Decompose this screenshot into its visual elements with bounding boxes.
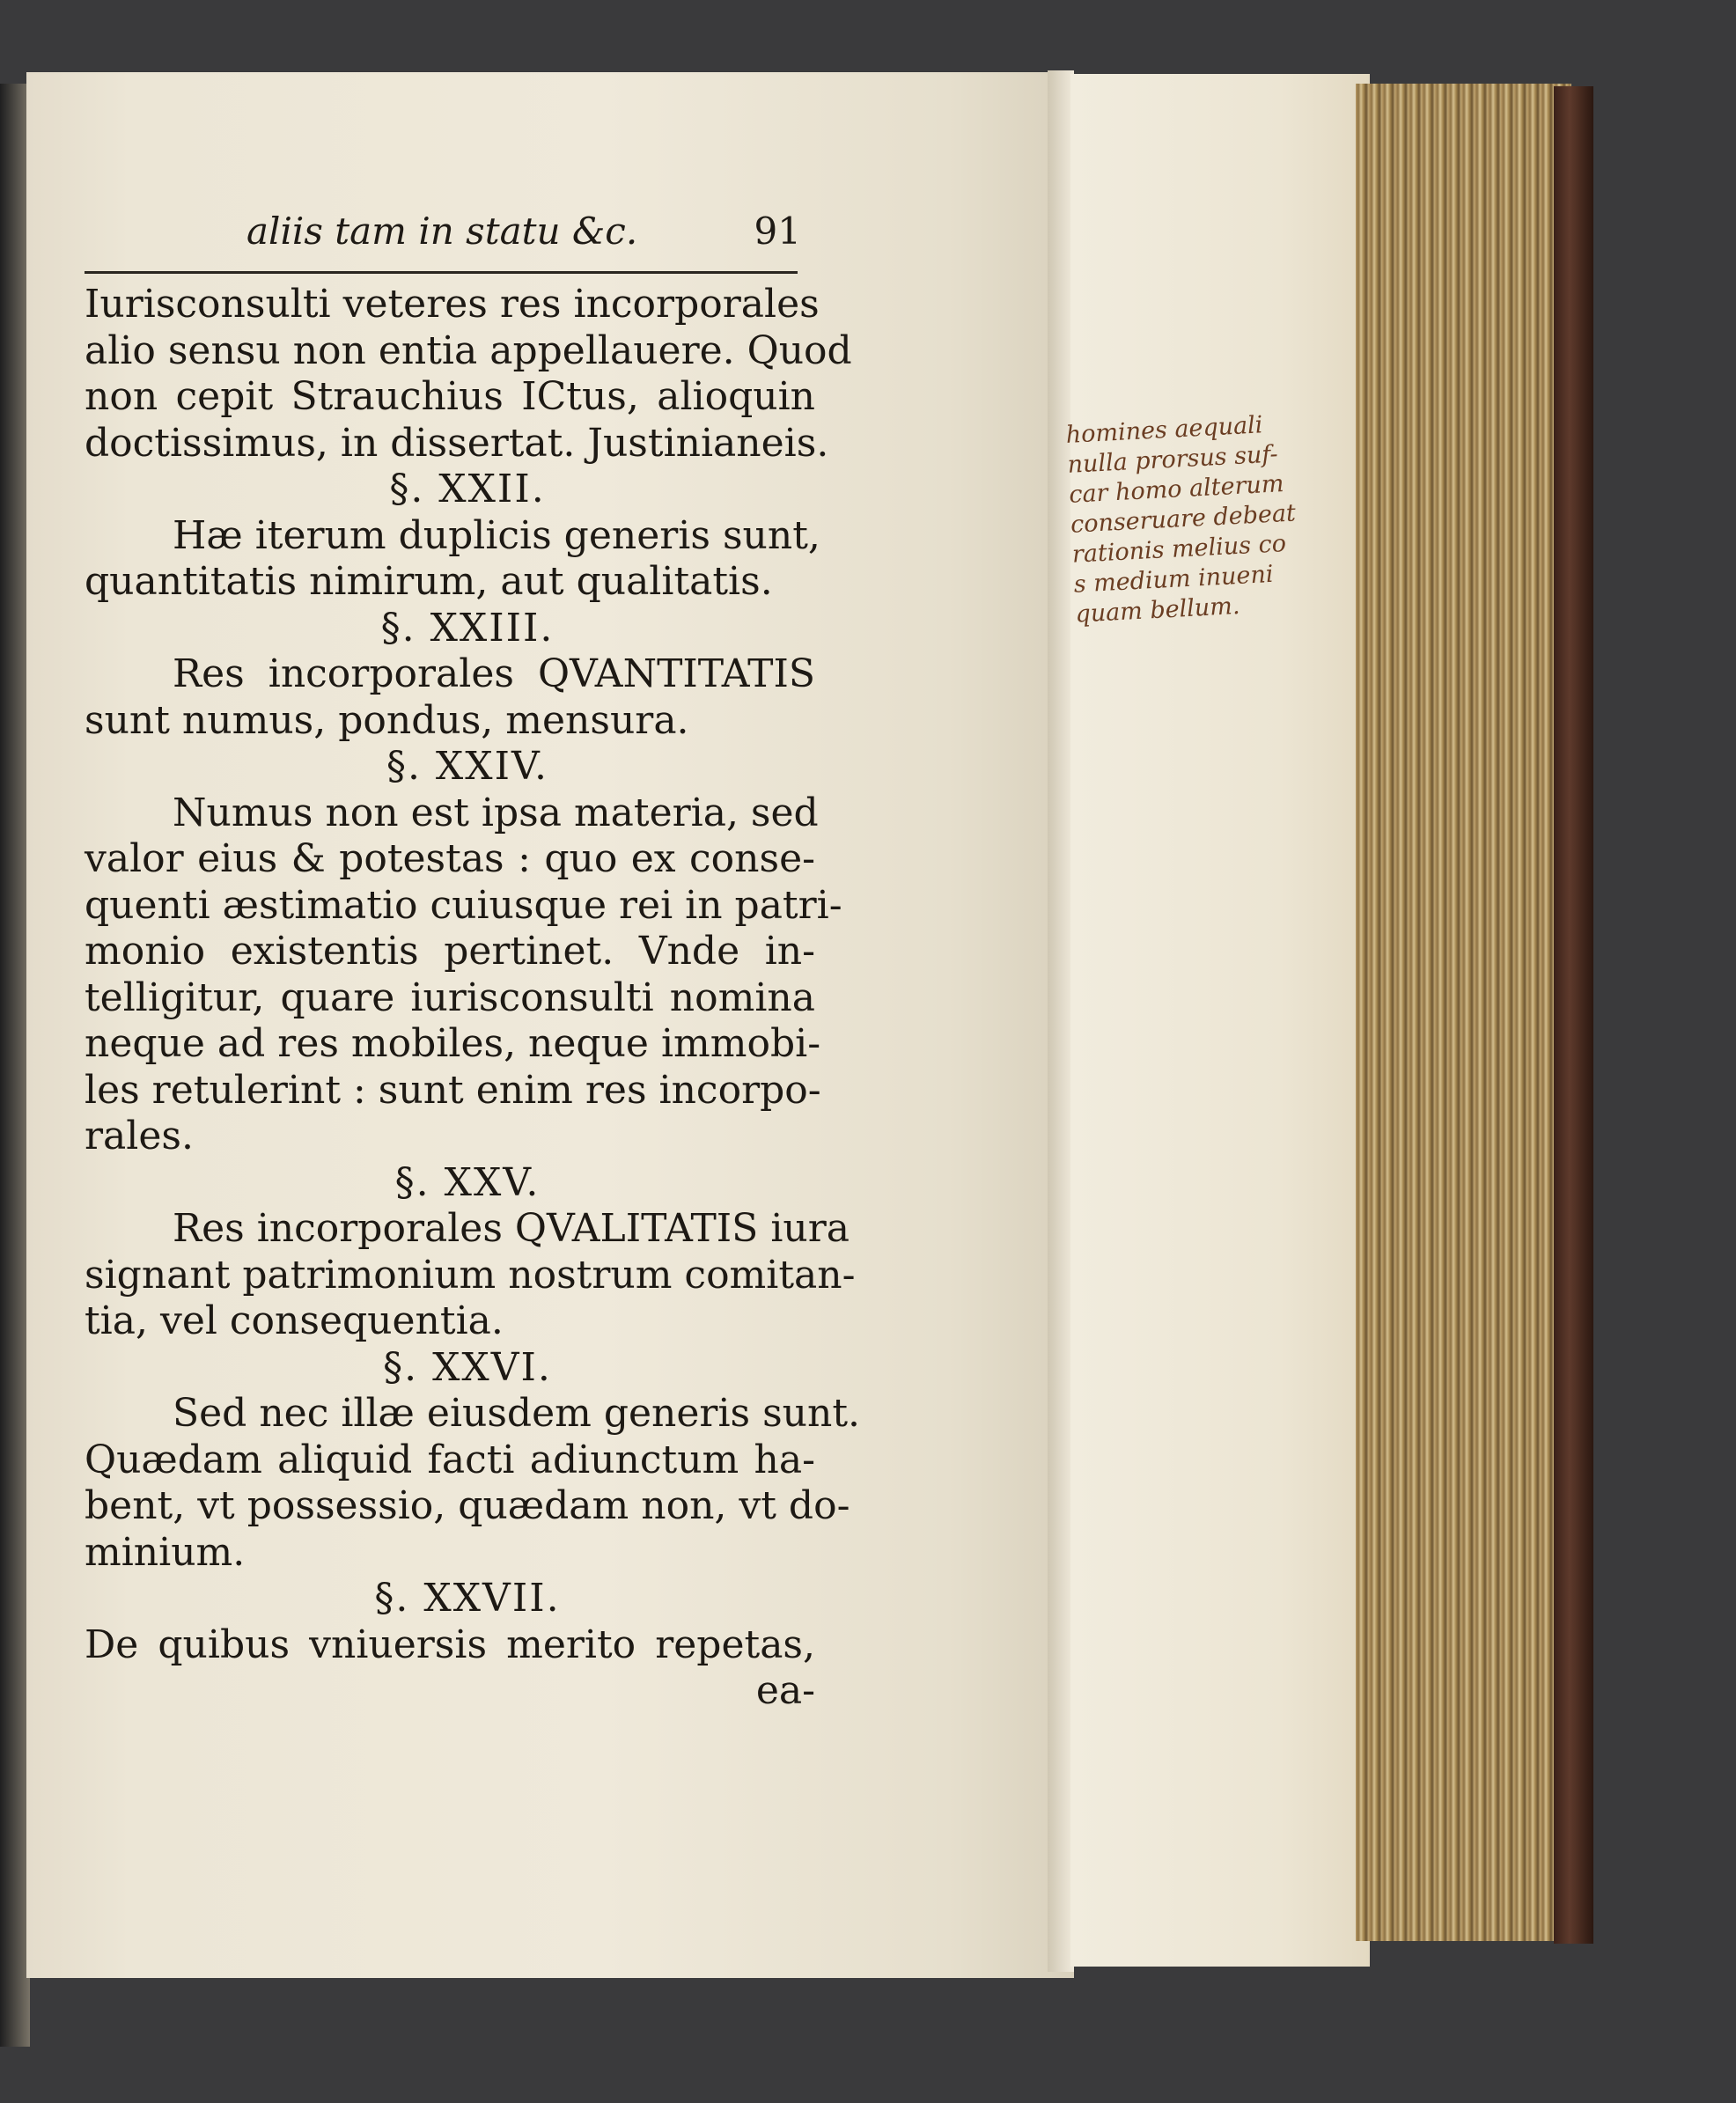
text-line: neque ad res mobiles, neque immobi- (85, 1021, 821, 1066)
text-line: minium. (85, 1529, 246, 1575)
section-heading: §. XXIII. (380, 605, 555, 651)
book-cover (1554, 86, 1593, 1944)
page-edges (1356, 84, 1571, 1941)
section-heading: §. XXII. (389, 467, 546, 511)
text-line: bent, vt possessio, quædam non, vt do- (85, 1483, 850, 1528)
text-line: telligitur, quare iurisconsulti nomina (85, 974, 815, 1020)
note-line: car homo alterum (1068, 470, 1285, 509)
text-line: De quibus vniuersis merito repetas, (85, 1621, 815, 1667)
note-line: nulla prorsus suf- (1066, 440, 1279, 479)
note-line: s medium inueni (1072, 560, 1275, 599)
section-heading: §. XXVII. (374, 1576, 561, 1621)
body-text (85, 282, 861, 1715)
note-line: conseruare debeat (1070, 499, 1297, 539)
text-line: Numus non est ipsa materia, sed (173, 790, 819, 835)
section-heading: §. XXVI. (383, 1344, 552, 1390)
text-line: non cepit Strauchius ICtus, alioquin (85, 374, 815, 419)
note-line: homines aequali (1065, 411, 1264, 449)
text-line: les retulerint : sunt enim res incorpo- (85, 1067, 821, 1113)
text-line: Sed nec illæ eiusdem generis sunt. (173, 1391, 861, 1436)
text-line: doctissimus, in dissertat. Justinianeis. (85, 420, 829, 466)
text-line: valor eius & potestas : quo ex conse- (85, 836, 815, 881)
catchword: ea- (755, 1668, 815, 1713)
text-line: quenti æstimatio cuiusque rei in patri- (85, 882, 842, 928)
text-line: sunt numus, pondus, mensura. (85, 697, 689, 743)
text-line: quantitatis nimirum, aut qualitatis. (85, 559, 773, 604)
text-line: Quædam aliquid facti adiunctum ha- (85, 1437, 815, 1482)
running-head (246, 210, 801, 262)
text-line: Res incorporales QVANTITATIS (173, 651, 815, 696)
section-heading: §. XXIV. (386, 744, 549, 789)
text-line: rales. (85, 1114, 194, 1158)
note-line: rationis melius co (1071, 530, 1287, 569)
text-line: alio sensu non entia appellauere. Quod (85, 327, 852, 373)
page-number: 91 (754, 210, 801, 253)
note-line: quam bellum. (1074, 592, 1241, 629)
text-line: tia, vel consequentia. (85, 1298, 504, 1343)
text-line: signant patrimonium nostrum comitan- (85, 1252, 856, 1298)
section-heading: §. XXV. (394, 1159, 541, 1205)
text-line: Res incorporales QVALITATIS iura (173, 1206, 850, 1251)
header-rule (85, 271, 798, 274)
text-line: Hæ iterum duplicis generis sunt, (173, 512, 820, 558)
book-left-edge (0, 84, 30, 2047)
text-line: monio existentis pertinet. Vnde in- (85, 929, 815, 974)
text-line: Iurisconsulti veteres res incorporales (85, 282, 820, 327)
handwritten-marginal-note (1065, 405, 1384, 630)
running-title: aliis tam in statu &c. (246, 210, 638, 253)
blank-interleaf-page (1070, 74, 1370, 1967)
